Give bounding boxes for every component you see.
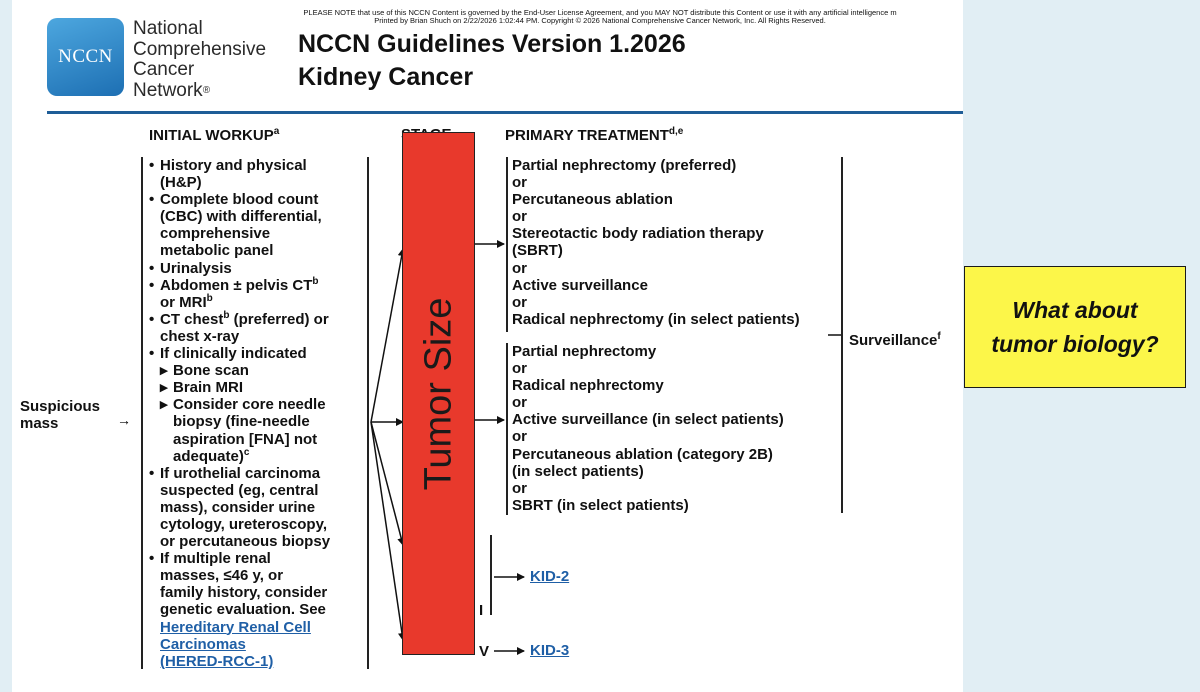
workup-line-continued: suspected (eg, central (160, 481, 319, 499)
or-connector: or (512, 174, 527, 192)
workup-line-continued: comprehensive (160, 225, 271, 243)
arrow-to-stage-1 (371, 249, 403, 422)
treatment-option: (SBRT) (512, 242, 563, 260)
workup-line-continued: metabolic panel (160, 242, 274, 260)
workup-item: • CT chest$^b$ (preferred) or (148, 311, 366, 328)
workup-subitem: ▸ Brain MRI (148, 379, 366, 396)
suspicious-mass-label: Suspicious mass (20, 398, 101, 432)
nccn-logo: NCCN (47, 18, 124, 96)
workup-item: • History and physical (148, 157, 366, 174)
treatment-option: Radical nephrectomy (512, 377, 664, 395)
guideline-page (12, 0, 963, 692)
flow-arrows (12, 0, 963, 692)
workup-subitem: ▸ Bone scan (148, 362, 366, 379)
or-connector: or (512, 293, 527, 311)
or-connector: or (512, 479, 527, 497)
workup-item: • Urinalysis (148, 260, 366, 277)
workup-line-continued: or percutaneous biopsy (160, 533, 331, 551)
arrow-right-icon: → (117, 412, 131, 428)
treatment-option: Radical nephrectomy (in select patients) (512, 310, 800, 328)
surveillance-label: Surveillance$^f$ (849, 331, 941, 349)
workup-line-continued: mass), consider urine (160, 498, 316, 516)
license-notice: PLEASE NOTE that use of this NCCN Content is governed by the End-User License Agreement, and you MAY NOT distribute this Content or use it with any artificial intelligence m Printed by Brian Shuch on 2/22/2026 1:02:44 PM. Copyright © 2026 National Comprehensive Cancer Network, Inc. All Rights Reserved. (303, 9, 897, 25)
workup-subitem: ▸ Consider core needle (148, 396, 366, 413)
stage-fragment-mid: I (479, 602, 484, 619)
hereditary-rcc-link[interactable]: Hereditary Renal Cell (160, 618, 311, 636)
treatment-option: Stereotactic body radiation therapy (512, 225, 764, 243)
treatment-option: Partial nephrectomy (512, 343, 657, 360)
workup-line-continued: cytology, ureteroscopy, (160, 515, 327, 533)
workup-item: • If urothelial carcinoma (148, 465, 366, 482)
workup-line-continued: or MRI$^b$ (160, 292, 213, 311)
workup-item: • If clinically indicated (148, 345, 366, 362)
arrow-to-stage-4 (371, 422, 403, 640)
workup-item: • Complete blood count (148, 191, 366, 208)
or-connector: or (512, 259, 527, 277)
workup-line-continued: family history, consider (160, 584, 328, 602)
or-connector: or (512, 394, 527, 412)
page-title: NCCN Guidelines Version 1.2026 Kidney Cancer (298, 30, 686, 91)
kid2-link[interactable]: KID-2 (530, 568, 570, 585)
workup-line-continued: (CBC) with differential, (160, 208, 322, 226)
stage-fragment-low: V (479, 643, 490, 660)
workup-line-continued: aspiration [FNA] not (173, 430, 318, 448)
treatment-option: Partial nephrectomy (preferred) (512, 157, 737, 174)
tumor-biology-callout: What about tumor biology? (964, 266, 1186, 388)
hereditary-rcc-link[interactable]: (HERED-RCC-1) (160, 652, 274, 670)
or-connector: or (512, 360, 527, 378)
tumor-size-overlay (402, 132, 475, 655)
treatment-option: SBRT (in select patients) (512, 496, 689, 514)
workup-line-continued: adequate)$^c$ (173, 446, 250, 465)
workup-line-continued: chest x-ray (160, 327, 240, 345)
workup-item: • Abdomen ± pelvis $CT^b$ (148, 277, 366, 294)
treatment-option: (in select patients) (512, 462, 644, 480)
workup-line-continued: biopsy (fine-needle (173, 413, 310, 431)
hereditary-rcc-link[interactable]: Carcinomas (160, 635, 246, 653)
treatment-option: Active surveillance (512, 276, 648, 294)
workup-line-continued: genetic evaluation. See (160, 601, 326, 619)
registered-mark: ® (202, 84, 211, 96)
workup-item: • If multiple renal (148, 550, 366, 567)
workup-line-continued: masses, ≤46 y, or (160, 567, 284, 585)
kid3-link[interactable]: KID-3 (530, 642, 570, 659)
treatment-option: Active surveillance (in select patients) (512, 411, 784, 429)
treatment-option: Percutaneous ablation (category 2B) (512, 445, 773, 463)
header-initial-workup: INITIAL WORKUP$^a$ (149, 126, 280, 144)
treatment-option: Percutaneous ablation (512, 191, 673, 209)
workup-line-continued: (H&P) (160, 174, 202, 192)
tumor-size-label: Tumor Size (417, 297, 459, 490)
or-connector: or (512, 428, 527, 446)
or-connector: or (512, 208, 527, 226)
org-name: National Comprehensive Cancer Network® (133, 18, 267, 101)
header-primary-treatment: PRIMARY TREATMENT$^{d,e}$ (505, 126, 684, 144)
